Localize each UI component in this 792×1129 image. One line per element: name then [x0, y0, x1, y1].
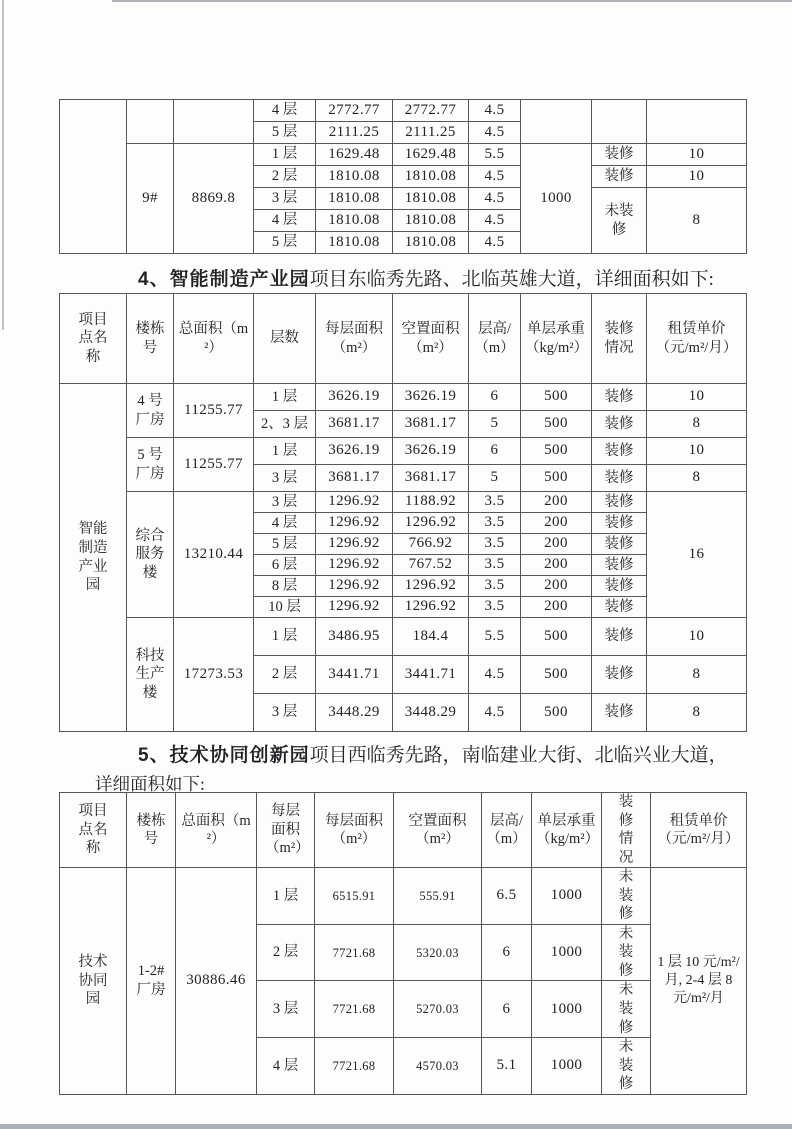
header-floor-area: 每层面积（m²）	[316, 294, 393, 384]
table-cell-fitout: 装修	[592, 618, 647, 656]
table-cell-vacant: 2772.77	[393, 100, 469, 122]
table-cell-empty	[60, 100, 127, 254]
table-cell-load: 200	[521, 597, 592, 618]
table-cell-fitout: 装修	[592, 492, 647, 513]
header-building-no: 楼栋号	[127, 294, 174, 384]
table-tech-collaboration-park	[59, 792, 747, 1095]
table-continuation-building-9	[59, 99, 747, 254]
scan-edge-left	[2, 0, 4, 330]
table-cell-area: 1296.92	[316, 492, 393, 513]
table-cell-height: 4.5	[469, 232, 521, 254]
table-cell-floor: 5 层	[254, 534, 316, 555]
table-cell-fitout: 未装修	[602, 1038, 651, 1095]
table-cell-vacant: 555.91	[394, 868, 482, 925]
table-cell-vacant: 1810.08	[393, 232, 469, 254]
table-cell-vacant: 2111.25	[393, 122, 469, 144]
table-cell-building: 综合服务楼	[127, 492, 174, 618]
table-cell-height: 6.5	[482, 868, 532, 925]
table-cell-area: 2111.25	[316, 122, 393, 144]
table-cell-total-area: 11255.77	[174, 384, 254, 438]
table-cell-load: 200	[521, 534, 592, 555]
table-cell-area: 1296.92	[316, 555, 393, 576]
table-cell-height: 3.5	[469, 576, 521, 597]
table-cell-price: 10	[647, 618, 747, 656]
table-cell-area: 1629.48	[316, 144, 393, 166]
table-cell-price: 10	[647, 384, 747, 411]
table-cell-fitout: 装修	[592, 576, 647, 597]
table-cell-load: 200	[521, 576, 592, 597]
table-cell-vacant: 3441.71	[393, 656, 469, 694]
table-cell-vacant: 4570.03	[394, 1038, 482, 1095]
header-rent-price: 租赁单价（元/m²/月）	[651, 793, 747, 868]
table-cell-load: 500	[521, 438, 592, 465]
table-header-row	[60, 294, 747, 384]
table-cell-height: 4.5	[469, 210, 521, 232]
header-floor-load: 单层承重（kg/m²）	[532, 793, 602, 868]
table-cell-fitout: 装修	[592, 384, 647, 411]
table-cell-floor: 1 层	[254, 438, 316, 465]
table-cell-area: 7721.68	[315, 981, 394, 1038]
table-cell-load: 1000	[532, 924, 602, 981]
header-floor-count: 层数	[254, 294, 316, 384]
table-cell-height: 5.5	[469, 144, 521, 166]
table-cell-fitout: 未装修	[592, 188, 647, 254]
table-cell-floor: 6 层	[254, 555, 316, 576]
table-cell-floor: 2、3 层	[254, 411, 316, 438]
table-cell-building: 5 号厂房	[127, 438, 174, 492]
table-row	[60, 618, 747, 656]
header-total-area: 总面积（m²）	[174, 294, 254, 384]
table-cell-height: 5	[469, 465, 521, 492]
table-cell-area: 1810.08	[316, 210, 393, 232]
table-cell-load: 200	[521, 492, 592, 513]
table-cell-floor: 1 层	[254, 384, 316, 411]
section-5-subtext: 详细面积如下:	[95, 774, 205, 794]
header-floor-height: 层高/（m）	[469, 294, 521, 384]
table-row	[60, 492, 747, 513]
table-cell-vacant: 1188.92	[393, 492, 469, 513]
table-cell-load: 500	[521, 465, 592, 492]
table-cell-total-area: 30886.46	[176, 868, 257, 1095]
table-cell-area: 1296.92	[316, 513, 393, 534]
header-fitout-status: 装修情况	[592, 294, 647, 384]
section-5-title	[138, 740, 728, 767]
header-vacant-area: 空置面积（m²）	[394, 793, 482, 868]
table-cell-fitout: 未装修	[602, 924, 651, 981]
table-cell-load: 1000	[532, 868, 602, 925]
table-cell-vacant: 3681.17	[393, 411, 469, 438]
table-cell-fitout: 装修	[592, 656, 647, 694]
table-cell-total-area: 11255.77	[174, 438, 254, 492]
table-cell-fitout: 装修	[592, 144, 647, 166]
table-cell-area: 1810.08	[316, 232, 393, 254]
table-cell-price: 10	[647, 144, 747, 166]
table-cell-price: 8	[647, 656, 747, 694]
table-cell-load: 500	[521, 384, 592, 411]
header-total-area: 总面积（m²）	[176, 793, 257, 868]
header-floor-height: 层高/（m）	[482, 793, 532, 868]
table-cell-fitout: 未装修	[602, 981, 651, 1038]
table-cell-vacant: 1810.08	[393, 210, 469, 232]
table-cell-load: 500	[521, 694, 592, 732]
table-cell-height: 4.5	[469, 694, 521, 732]
table-cell-floor: 8 层	[254, 576, 316, 597]
table-cell-fitout: 装修	[592, 513, 647, 534]
header-floor-load: 单层承重（kg/m²）	[521, 294, 592, 384]
table-cell-floor: 1 层	[254, 144, 316, 166]
table-row	[60, 100, 747, 122]
table-cell-building: 4 号厂房	[127, 384, 174, 438]
table-row	[60, 868, 747, 925]
table-cell-floor: 4 层	[254, 513, 316, 534]
table-cell-height: 4.5	[469, 188, 521, 210]
table-cell-fitout: 装修	[592, 411, 647, 438]
table-cell-area: 7721.68	[315, 1038, 394, 1095]
section-5-description: 项目西临秀先路，南临建业大街、北临兴业大道，	[309, 745, 728, 766]
table-cell-vacant: 1810.08	[393, 188, 469, 210]
table-cell-empty	[592, 100, 647, 144]
table-cell-floor: 10 层	[254, 597, 316, 618]
header-floor-area-narrow: 每层面积（m²）	[257, 793, 315, 868]
table-cell-load: 500	[521, 618, 592, 656]
table-cell-empty	[174, 100, 254, 144]
section-4-heading: 4、智能制造产业园	[138, 269, 310, 290]
table-cell-vacant: 1296.92	[393, 513, 469, 534]
table-cell-height: 3.5	[469, 513, 521, 534]
table-cell-area: 2772.77	[316, 100, 393, 122]
section-5-heading: 5、技术协同创新园	[138, 745, 310, 766]
table-cell-area: 1810.08	[316, 166, 393, 188]
table-cell-total-area: 17273.53	[174, 618, 254, 732]
table-cell-vacant: 1296.92	[393, 576, 469, 597]
table-cell-area: 3486.95	[316, 618, 393, 656]
header-project-name: 项目点名称	[60, 793, 127, 868]
table-cell-floor: 5 层	[254, 232, 316, 254]
header-project-name: 项目点名称	[60, 294, 127, 384]
table-cell-area: 3448.29	[316, 694, 393, 732]
header-fitout-status: 装修情况	[602, 793, 651, 868]
table-cell-total-area: 8869.8	[174, 144, 254, 254]
table-cell-vacant: 3448.29	[393, 694, 469, 732]
table-cell-price: 8	[647, 411, 747, 438]
table-cell-height: 5	[469, 411, 521, 438]
table-cell-area: 1296.92	[316, 597, 393, 618]
table-cell-vacant: 1810.08	[393, 166, 469, 188]
table-cell-price: 10	[647, 166, 747, 188]
table-cell-area: 3626.19	[316, 438, 393, 465]
table-cell-vacant: 3681.17	[393, 465, 469, 492]
table-cell-area: 1296.92	[316, 576, 393, 597]
table-cell-vacant: 3626.19	[393, 438, 469, 465]
header-vacant-area: 空置面积（m²）	[393, 294, 469, 384]
table-cell-empty	[647, 100, 747, 144]
table-cell-load: 200	[521, 555, 592, 576]
table-cell-area: 1296.92	[316, 534, 393, 555]
table-cell-building: 9#	[127, 144, 174, 254]
table-cell-fitout: 装修	[592, 465, 647, 492]
table-cell-vacant: 5320.03	[394, 924, 482, 981]
table-cell-vacant: 766.92	[393, 534, 469, 555]
table-cell-area: 3681.17	[316, 465, 393, 492]
table-cell-height: 5.5	[469, 618, 521, 656]
table-cell-building: 科技生产楼	[127, 618, 174, 732]
table-smart-manufacturing-park	[59, 293, 747, 732]
table-cell-vacant: 1629.48	[393, 144, 469, 166]
table-cell-empty	[521, 100, 592, 144]
table-cell-fitout: 装修	[592, 694, 647, 732]
table-cell-floor: 3 层	[254, 492, 316, 513]
table-cell-price: 16	[647, 492, 747, 618]
table-cell-floor: 2 层	[254, 166, 316, 188]
table-cell-project: 智能制造产业园	[60, 384, 127, 732]
table-cell-area: 6515.91	[315, 868, 394, 925]
table-cell-height: 6	[469, 438, 521, 465]
table-row	[60, 438, 747, 465]
table-cell-price: 8	[647, 694, 747, 732]
table-cell-area: 7721.68	[315, 924, 394, 981]
table-cell-height: 6	[482, 981, 532, 1038]
table-cell-height: 4.5	[469, 166, 521, 188]
table-cell-floor: 1 层	[254, 618, 316, 656]
table-cell-floor: 1 层	[257, 868, 315, 925]
table-cell-floor: 4 层	[254, 100, 316, 122]
table-cell-building: 1-2# 厂房	[127, 868, 176, 1095]
table-cell-load: 500	[521, 411, 592, 438]
table-cell-floor: 4 层	[257, 1038, 315, 1095]
table-cell-price: 8	[647, 465, 747, 492]
table-cell-area: 1810.08	[316, 188, 393, 210]
table-header-row	[60, 793, 747, 868]
section-4-title	[138, 264, 714, 291]
header-building-no: 楼栋号	[127, 793, 176, 868]
table-cell-floor: 3 层	[254, 694, 316, 732]
header-floor-area: 每层面积（m²）	[315, 793, 394, 868]
table-cell-load: 500	[521, 656, 592, 694]
table-cell-height: 3.5	[469, 597, 521, 618]
table-cell-vacant: 767.52	[393, 555, 469, 576]
table-cell-height: 3.5	[469, 492, 521, 513]
table-cell-floor: 3 层	[257, 981, 315, 1038]
table-cell-price: 8	[647, 188, 747, 254]
table-row	[60, 384, 747, 411]
table-cell-area: 3626.19	[316, 384, 393, 411]
table-cell-total-area: 13210.44	[174, 492, 254, 618]
table-cell-fitout: 未装修	[602, 868, 651, 925]
table-cell-height: 4.5	[469, 122, 521, 144]
table-cell-height: 3.5	[469, 555, 521, 576]
table-cell-load: 1000	[532, 981, 602, 1038]
table-cell-area: 3441.71	[316, 656, 393, 694]
table-cell-height: 4.5	[469, 100, 521, 122]
table-cell-floor: 3 层	[254, 188, 316, 210]
table-cell-vacant: 184.4	[393, 618, 469, 656]
table-cell-project: 技术协同园	[60, 868, 127, 1095]
table-cell-load: 200	[521, 513, 592, 534]
table-cell-height: 5.1	[482, 1038, 532, 1095]
table-cell-fitout: 装修	[592, 555, 647, 576]
table-cell-price: 1 层 10 元/m²/月, 2-4 层 8 元/m²/月	[651, 868, 747, 1095]
table-cell-fitout: 装修	[592, 438, 647, 465]
section-4-description: 项目东临秀先路、北临英雄大道，详细面积如下:	[309, 269, 714, 290]
scan-edge-bottom	[0, 1124, 792, 1129]
table-cell-height: 6	[482, 924, 532, 981]
table-cell-height: 3.5	[469, 534, 521, 555]
table-cell-fitout: 装修	[592, 534, 647, 555]
table-cell-floor: 4 层	[254, 210, 316, 232]
table-cell-empty	[127, 100, 174, 144]
table-cell-fitout: 装修	[592, 166, 647, 188]
table-cell-floor: 5 层	[254, 122, 316, 144]
table-cell-vacant: 1296.92	[393, 597, 469, 618]
table-row	[60, 144, 747, 166]
table-cell-floor: 3 层	[254, 465, 316, 492]
table-cell-load: 1000	[521, 144, 592, 254]
scan-edge-top	[112, 0, 792, 2]
table-cell-height: 6	[469, 384, 521, 411]
table-cell-vacant: 3626.19	[393, 384, 469, 411]
table-cell-load: 1000	[532, 1038, 602, 1095]
header-rent-price: 租赁单价（元/m²/月）	[647, 294, 747, 384]
table-cell-floor: 2 层	[257, 924, 315, 981]
table-cell-floor: 2 层	[254, 656, 316, 694]
table-cell-vacant: 5270.03	[394, 981, 482, 1038]
table-cell-fitout: 装修	[592, 597, 647, 618]
table-cell-price: 10	[647, 438, 747, 465]
table-cell-height: 4.5	[469, 656, 521, 694]
table-cell-area: 3681.17	[316, 411, 393, 438]
